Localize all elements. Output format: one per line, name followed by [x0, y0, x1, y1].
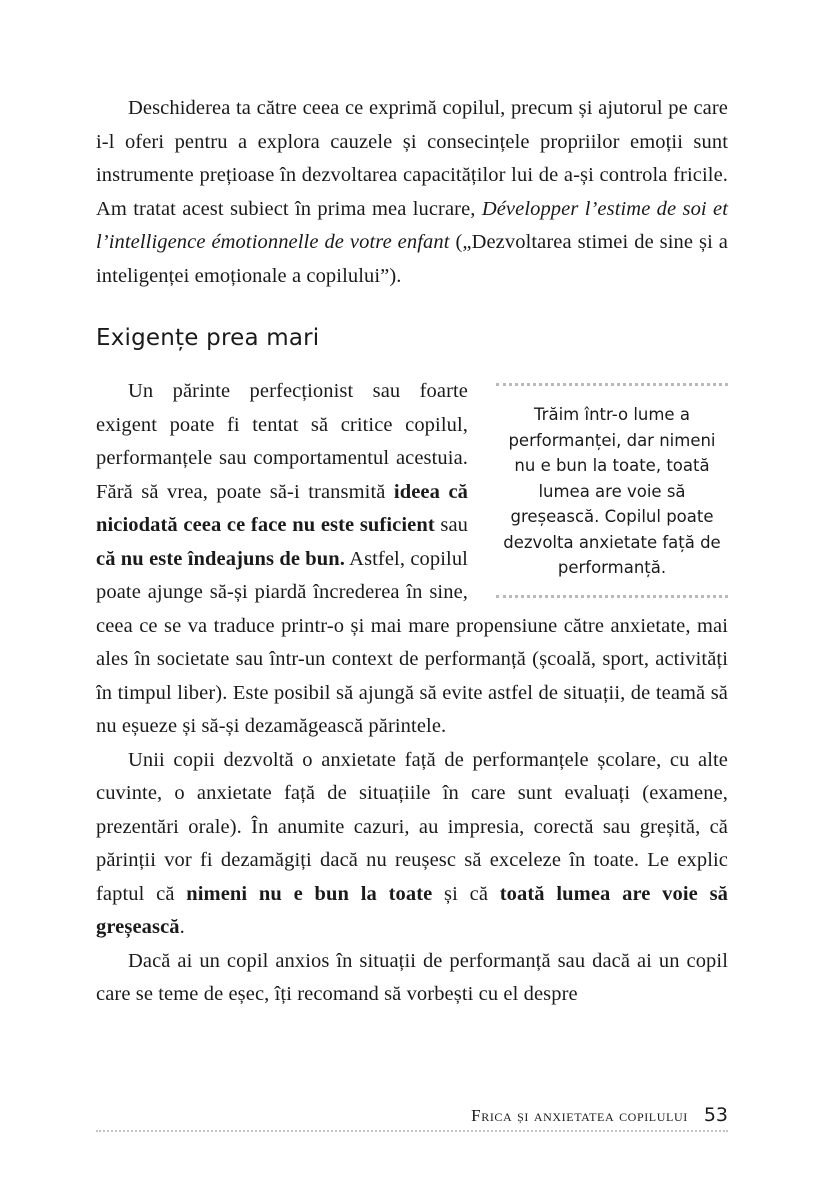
paragraph-exigente-bold-1: ideea că niciodată ceea ce face nu este suficient: [96, 480, 468, 536]
page-footer: [96, 1104, 728, 1138]
paragraph-anxietate-text-3: .: [179, 916, 185, 938]
section-heading: Exigențe prea mari: [96, 325, 320, 351]
paragraph-exigente-text-2: sau: [434, 514, 468, 536]
pullquote: Trăim într-o lume a performanței, dar nimeni nu e bun la toate, toată lumea are voie să greșească. Copilul poate dezvolta anxietate față de performanță.: [496, 383, 728, 598]
book-title-italic: Développer l’estime de soi et l’intelligence émotionnelle de votre enfant: [96, 197, 728, 253]
paragraph-intro-text-2: („Dezvoltarea stimei de sine și a inteligenței emoționale a copilului”).: [96, 231, 728, 287]
page-number: 53: [703, 1104, 728, 1126]
paragraph-anxietate-bold-2: toată lumea are voie să greșească: [96, 882, 729, 938]
page-content: [96, 92, 728, 1012]
paragraph-anxietate-bold-1: nimeni nu e bun la toate: [186, 882, 433, 905]
footer-divider: [96, 1130, 728, 1132]
paragraph-exigente-text-1: Un părinte perfecționist sau foarte exigent poate fi tentat să critice copilul, performanțele sau comportamentul acestuia. Fără să vrea, poate să-i transmită: [96, 380, 468, 503]
wrapped-text-block: [96, 375, 728, 744]
paragraph-anxietate-text-2: și că: [432, 882, 500, 905]
paragraph-anxietate-text-1: Unii copii dezvoltă o anxietate față de performanțele școlare, cu alte cuvinte, o anxietate față de situațiile în care sunt evaluați (examene, prezentări orale). În anumite cazuri, au impresia, corectă sau greșită, că părinții vor fi dezamăgiți dacă nu reușesc să exceleze în toate. Le explic faptul că: [96, 748, 728, 905]
paragraph-anxietate-scolara: [96, 744, 728, 945]
paragraph-recomandare: Dacă ai un copil anxios în situații de performanță sau dacă ai un copil care se teme de eșec, îți recomand să vorbești cu el despre: [96, 949, 728, 1005]
paragraph-exigente-bold-2: că nu este îndeajuns de bun.: [96, 547, 346, 570]
paragraph-intro: [96, 92, 728, 293]
paragraph-intro-text-1: Deschiderea ta către ceea ce exprimă copilul, precum și ajutorul pe care i-l oferi pentru a explora cauzele și consecințele propriilor emoții sunt instrumente prețioase în dezvoltarea capacităților lui de a-și controla fricile. Am tratat acest subiect în prima mea lucrare,: [96, 97, 728, 220]
footer-content: [461, 1104, 728, 1126]
footer-book-title: Frica și anxietatea copilului: [471, 1106, 688, 1125]
paragraph-exigente-text-3: Astfel, copilul poate ajunge să-și piardă încrederea în sine, ceea ce se va traduce printr-o și mai mare propensiune către anxietate, mai ales în societate sau într-un context de performanță (școală, sport, activități în timpul liber). Este posibil să ajungă să evite astfel de situații, de teamă să nu eșueze și să-și dezamăgească părintele.: [96, 547, 728, 737]
